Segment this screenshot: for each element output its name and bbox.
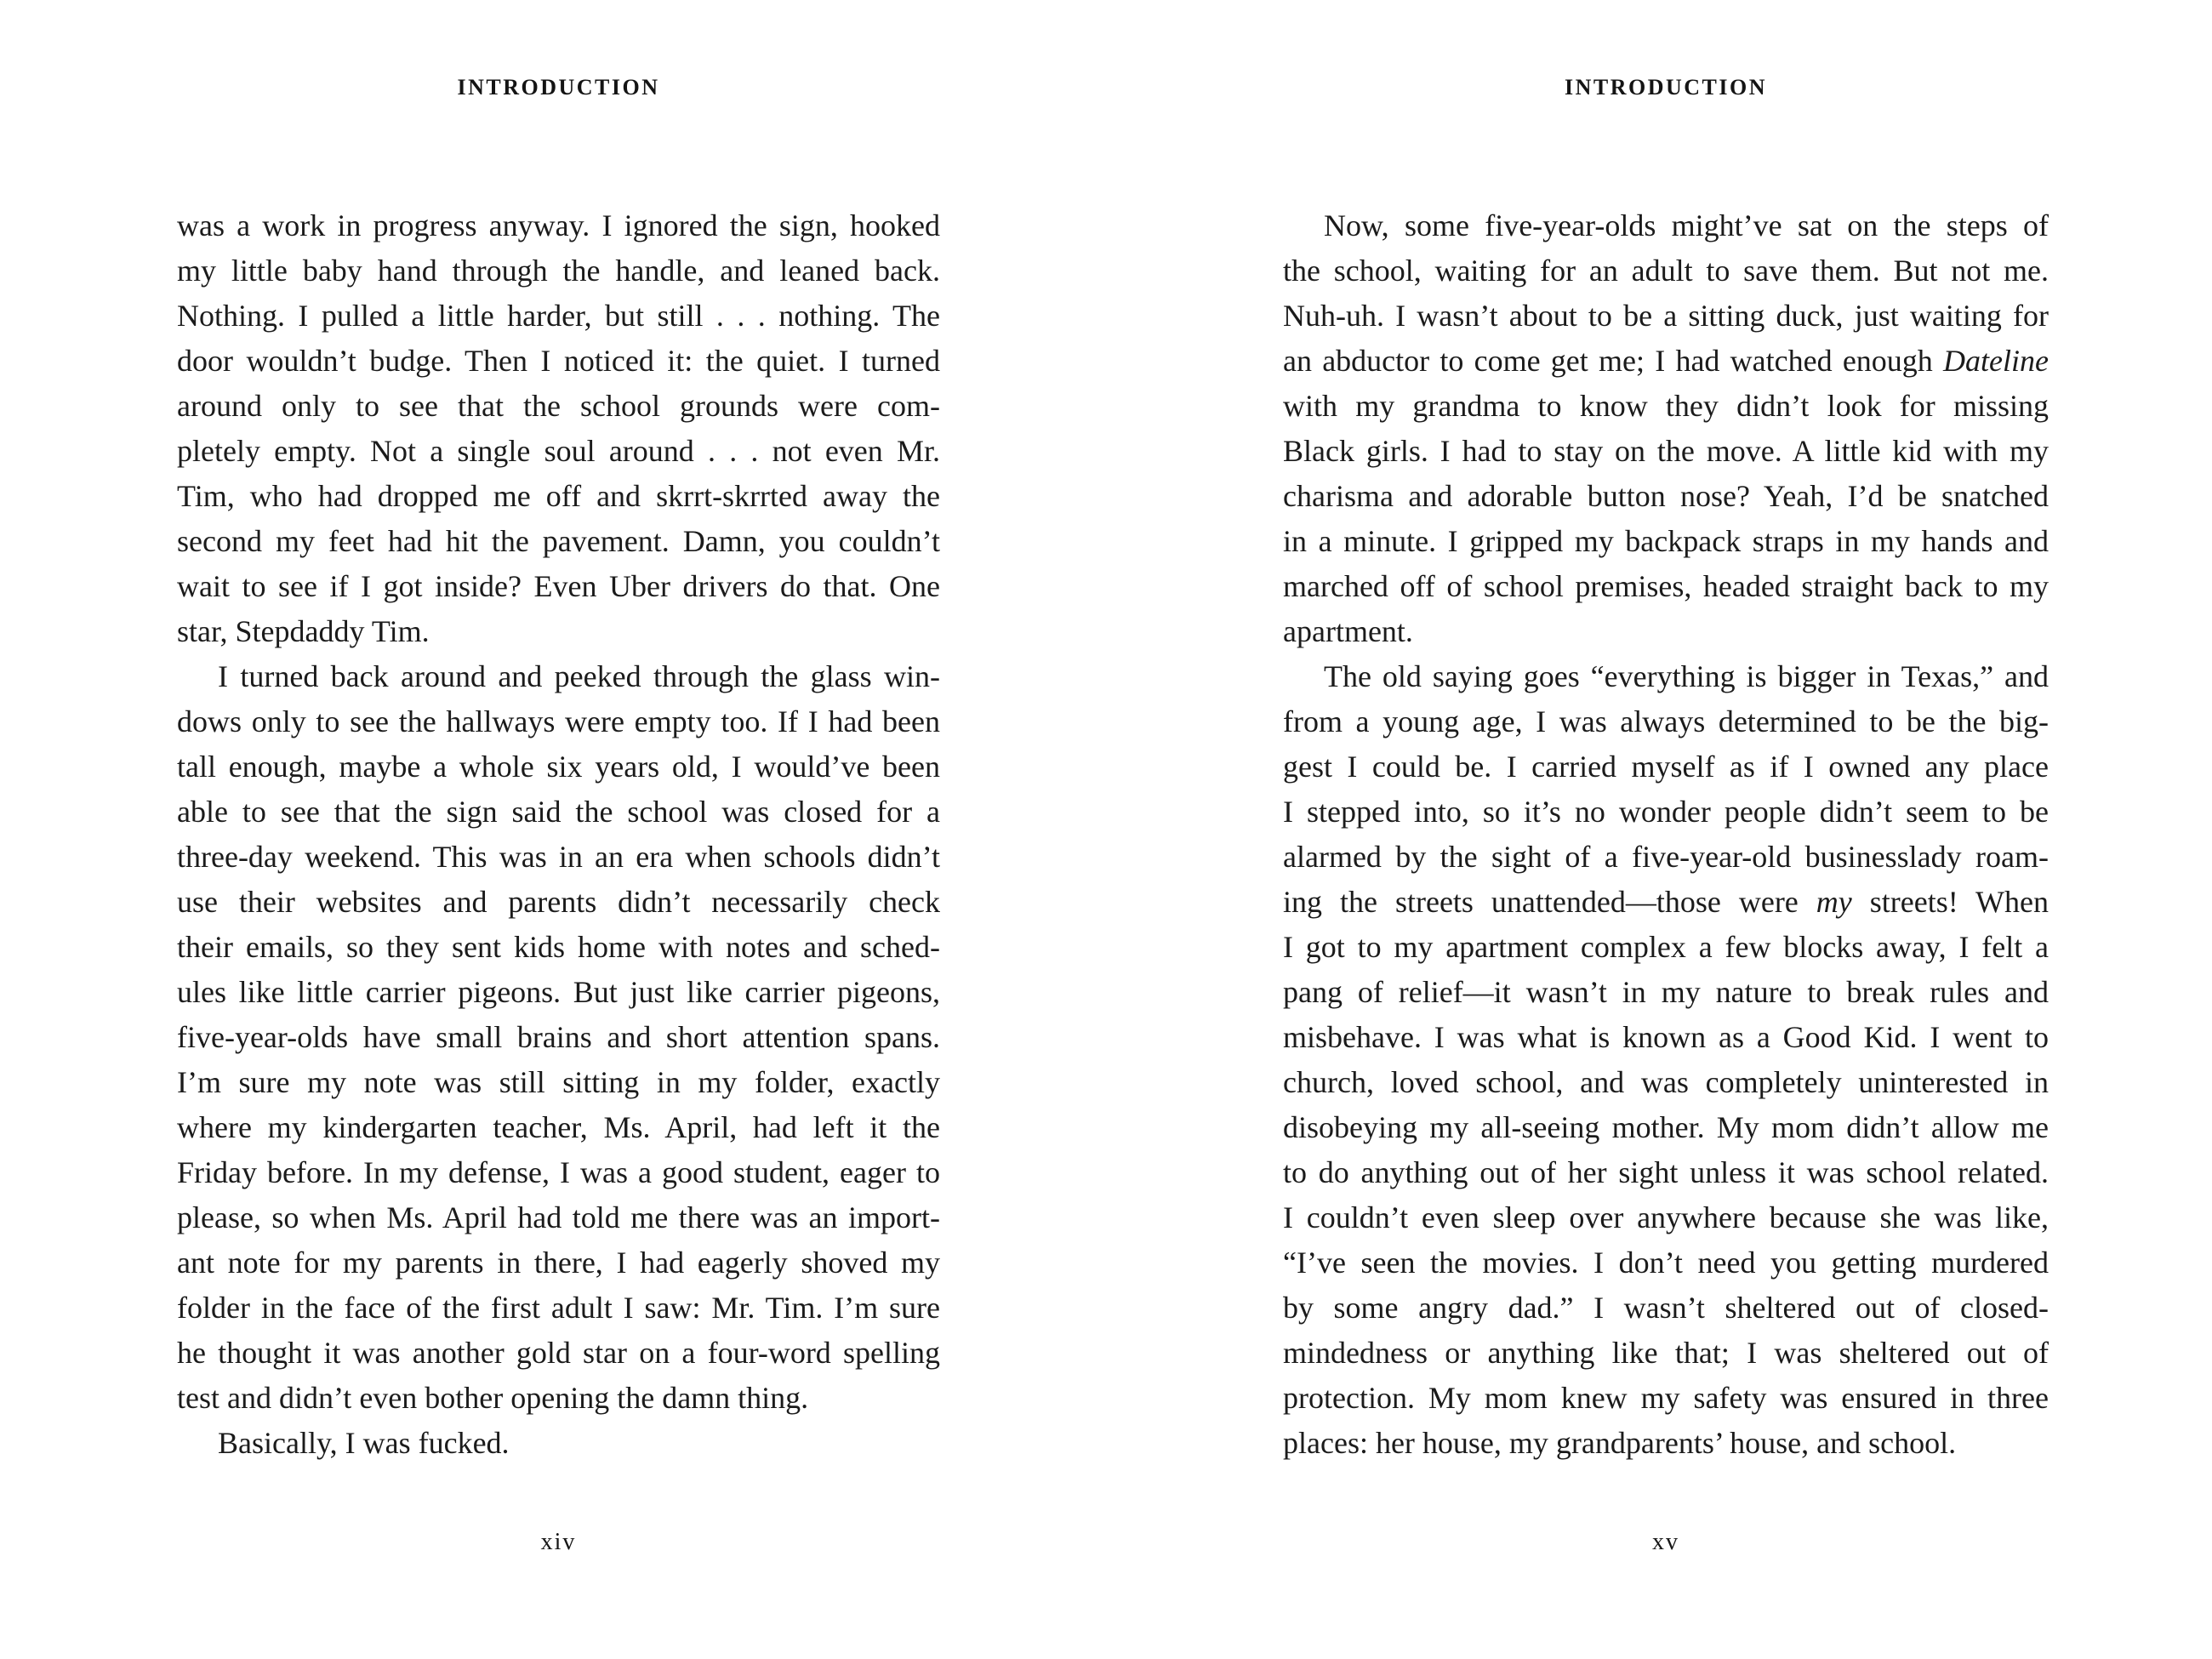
text-line: [1283, 1331, 2049, 1376]
text-segment: marched off of school premises, headed straight back to my: [1283, 569, 2049, 603]
text-line: [1283, 248, 2049, 294]
text-segment: an abductor to come get me; I had watched enough: [1283, 344, 1944, 378]
text-line: [177, 880, 940, 925]
text-segment: church, loved school, and was completely uninterested in: [1283, 1065, 2049, 1099]
text-segment: protection. My mom knew my safety was ensured in three: [1283, 1381, 2049, 1415]
text-line: [1283, 564, 2049, 609]
text-segment: dows only to see the hallways were empty too. If I had been: [177, 704, 940, 738]
text-segment: misbehave. I was what is known as a Good Kid. I went to: [1283, 1020, 2049, 1054]
text-line: [177, 564, 940, 609]
text-segment: apartment.: [1283, 614, 1413, 648]
text-line: [177, 970, 940, 1015]
text-segment: please, so when Ms. April had told me there was an import-: [177, 1200, 940, 1234]
text-line: [1283, 1286, 2049, 1331]
text-segment: I couldn’t even sleep over anywhere because she was like,: [1283, 1200, 2049, 1234]
text-line: [1283, 294, 2049, 339]
text-line: [1283, 1015, 2049, 1060]
text-line: [177, 294, 940, 339]
text-line: [177, 339, 940, 384]
text-segment: streets! When: [1851, 885, 2050, 919]
text-segment: tall enough, maybe a whole six years old, I would’ve been: [177, 750, 940, 784]
text-segment: charisma and adorable button nose? Yeah, I’d be snatched: [1283, 479, 2049, 513]
left-body-text: [177, 203, 940, 1466]
text-segment: disobeying my all-seeing mother. My mom didn’t allow me: [1283, 1110, 2049, 1144]
text-segment: around only to see that the school grounds were com-: [177, 389, 940, 423]
text-line: [177, 1195, 940, 1240]
text-line: [1283, 744, 2049, 790]
left-page: [177, 0, 940, 1659]
text-line: [1283, 835, 2049, 880]
text-line: [177, 474, 940, 519]
text-line: [1283, 654, 2049, 699]
text-line: [1283, 1150, 2049, 1195]
text-line: [177, 519, 940, 564]
text-segment: Nothing. I pulled a little harder, but still . . . nothing. The: [177, 299, 940, 333]
text-line: [177, 654, 940, 699]
text-segment: Nuh-uh. I wasn’t about to be a sitting duck, just waiting for: [1283, 299, 2049, 333]
text-line: [1283, 925, 2049, 970]
text-segment: five-year-olds have small brains and short attention spans.: [177, 1020, 940, 1054]
text-line: [1283, 790, 2049, 835]
text-segment: gest I could be. I carried myself as if I owned any place: [1283, 750, 2049, 784]
text-segment: use their websites and parents didn’t necessarily check: [177, 885, 940, 919]
text-line: [177, 609, 940, 654]
text-segment: The old saying goes “everything is bigger in Texas,” and: [1324, 659, 2049, 693]
text-line: [1283, 1240, 2049, 1286]
text-line: [177, 1286, 940, 1331]
text-line: [177, 1060, 940, 1105]
text-line: [1283, 1060, 2049, 1105]
text-segment: ules like little carrier pigeons. But just like carrier pigeons,: [177, 975, 940, 1009]
text-line: [1283, 609, 2049, 654]
text-segment: Black girls. I had to stay on the move. A little kid with my: [1283, 434, 2049, 468]
right-running-header: INTRODUCTION: [1564, 75, 1768, 100]
italic-text-segment: Dateline: [1943, 344, 2049, 378]
text-line: [177, 203, 940, 248]
text-segment: door wouldn’t budge. Then I noticed it: the quiet. I turned: [177, 344, 940, 378]
text-segment: ant note for my parents in there, I had eagerly shoved my: [177, 1246, 940, 1280]
left-page-number: xiv: [540, 1529, 577, 1555]
text-line: [1283, 970, 2049, 1015]
text-segment: able to see that the sign said the school was closed for a: [177, 795, 940, 829]
text-line: [177, 744, 940, 790]
text-segment: I’m sure my note was still sitting in my folder, exactly: [177, 1065, 940, 1099]
text-line: [1283, 474, 2049, 519]
text-segment: my little baby hand through the handle, and leaned back.: [177, 254, 940, 288]
text-segment: second my feet had hit the pavement. Damn, you couldn’t: [177, 524, 940, 558]
text-line: [177, 1015, 940, 1060]
text-line: [1283, 1376, 2049, 1421]
text-segment: with my grandma to know they didn’t look for missing: [1283, 389, 2049, 423]
text-segment: I got to my apartment complex a few blocks away, I felt a: [1283, 930, 2049, 964]
right-page-number: xv: [1652, 1529, 1679, 1555]
text-line: [1283, 1195, 2049, 1240]
text-line: [177, 248, 940, 294]
right-body-text: [1283, 203, 2049, 1466]
text-segment: test and didn’t even bother opening the damn thing.: [177, 1381, 809, 1415]
text-segment: their emails, so they sent kids home with notes and sched-: [177, 930, 940, 964]
text-line: [177, 1240, 940, 1286]
italic-text-segment: my: [1816, 885, 1852, 919]
text-segment: in a minute. I gripped my backpack straps in my hands and: [1283, 524, 2049, 558]
text-line: [177, 835, 940, 880]
text-line: [1283, 1421, 2049, 1466]
text-line: [177, 925, 940, 970]
right-page: [1283, 0, 2049, 1659]
text-segment: wait to see if I got inside? Even Uber drivers do that. One: [177, 569, 940, 603]
text-line: [177, 1331, 940, 1376]
text-segment: star, Stepdaddy Tim.: [177, 614, 430, 648]
text-segment: places: her house, my grandparents’ house, and school.: [1283, 1426, 1957, 1460]
text-line: [1283, 519, 2049, 564]
text-segment: Basically, I was fucked.: [218, 1426, 510, 1460]
text-segment: ing the streets unattended—those were: [1283, 885, 1816, 919]
text-line: [177, 1105, 940, 1150]
text-line: [177, 1421, 940, 1466]
text-segment: the school, waiting for an adult to save them. But not me.: [1283, 254, 2049, 288]
text-segment: alarmed by the sight of a five-year-old businesslady roam-: [1283, 840, 2049, 874]
text-segment: Tim, who had dropped me off and skrrt-skrrted away the: [177, 479, 940, 513]
text-segment: he thought it was another gold star on a four-word spelling: [177, 1336, 940, 1370]
text-segment: I stepped into, so it’s no wonder people didn’t seem to be: [1283, 795, 2049, 829]
text-segment: Now, some five-year-olds might’ve sat on the steps of: [1324, 208, 2049, 242]
text-segment: to do anything out of her sight unless it was school related.: [1283, 1155, 2049, 1189]
text-segment: mindedness or anything like that; I was sheltered out of: [1283, 1336, 2049, 1370]
text-line: [177, 429, 940, 474]
text-line: [1283, 339, 2049, 384]
left-running-header: INTRODUCTION: [457, 75, 660, 100]
text-segment: where my kindergarten teacher, Ms. April, had left it the: [177, 1110, 940, 1144]
text-segment: three-day weekend. This was in an era when schools didn’t: [177, 840, 940, 874]
text-segment: was a work in progress anyway. I ignored the sign, hooked: [177, 208, 940, 242]
text-line: [1283, 384, 2049, 429]
text-segment: pang of relief—it wasn’t in my nature to break rules and: [1283, 975, 2049, 1009]
text-line: [177, 384, 940, 429]
text-line: [1283, 880, 2049, 925]
text-line: [1283, 429, 2049, 474]
text-segment: Friday before. In my defense, I was a good student, eager to: [177, 1155, 940, 1189]
text-line: [1283, 699, 2049, 744]
text-line: [177, 790, 940, 835]
text-line: [1283, 1105, 2049, 1150]
text-line: [177, 1376, 940, 1421]
text-segment: I turned back around and peeked through the glass win-: [218, 659, 940, 693]
text-line: [1283, 203, 2049, 248]
text-segment: pletely empty. Not a single soul around . . . not even Mr.: [177, 434, 940, 468]
text-segment: from a young age, I was always determined to be the big-: [1283, 704, 2049, 738]
text-line: [177, 699, 940, 744]
text-line: [177, 1150, 940, 1195]
text-segment: folder in the face of the first adult I saw: Mr. Tim. I’m sure: [177, 1291, 940, 1325]
text-segment: “I’ve seen the movies. I don’t need you getting murdered: [1283, 1246, 2049, 1280]
text-segment: by some angry dad.” I wasn’t sheltered out of closed-: [1283, 1291, 2049, 1325]
